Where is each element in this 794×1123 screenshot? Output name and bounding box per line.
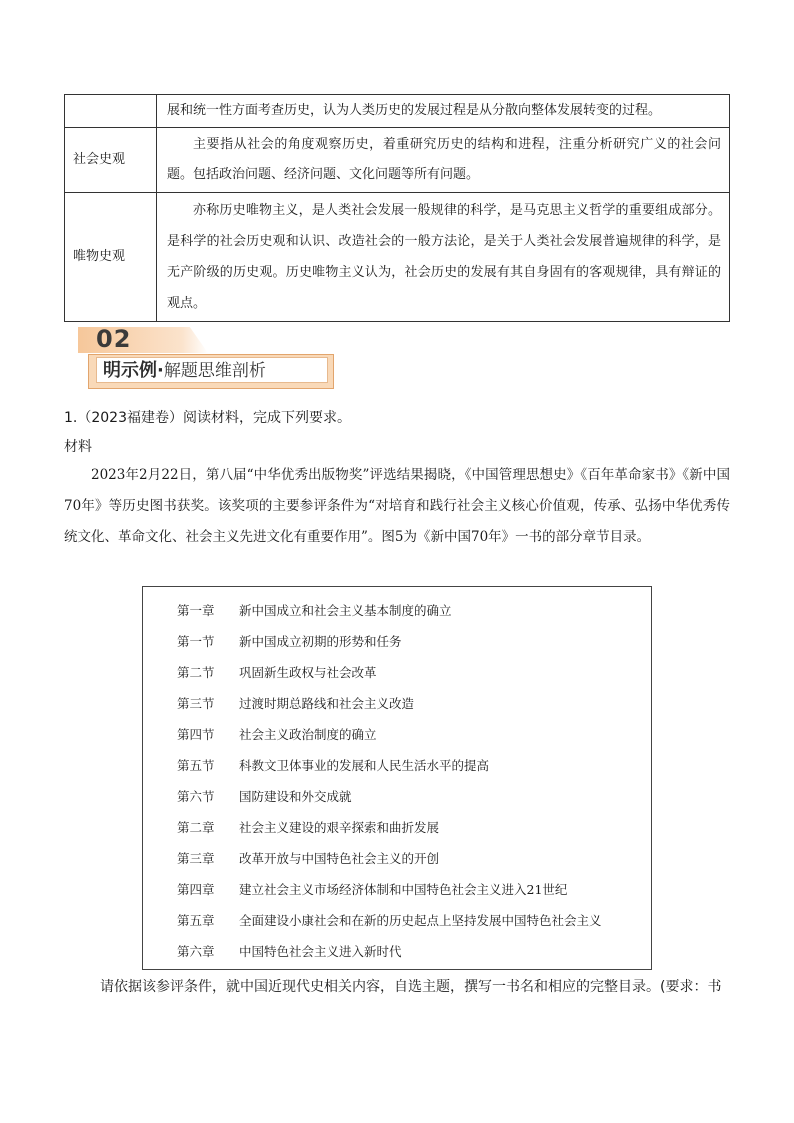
section-title [96, 357, 328, 383]
question-line: 1.（2023福建卷）阅读材料，完成下列要求。 [64, 410, 351, 426]
toc-item [177, 725, 377, 745]
toc-item [177, 880, 567, 900]
section-banner [78, 323, 338, 391]
toc-item [177, 694, 414, 714]
toc-label: 第五节 [177, 758, 215, 773]
toc-label: 第二节 [177, 665, 215, 680]
toc-item [177, 911, 602, 931]
toc-title: 新中国成立初期的形势和任务 [239, 634, 402, 649]
toc-item [177, 849, 439, 869]
toc-label: 第四章 [177, 882, 215, 897]
toc-label: 第六节 [177, 789, 215, 804]
description-cell: 主要指从社会的角度观察历史，着重研究历史的结构和进程，注重分析研究广义的社会问题。包括政治问题、经济问题、文化问题等所有问题。 [157, 128, 730, 193]
toc-item [177, 632, 402, 652]
material-label: 材料 [64, 439, 92, 455]
concept-table [64, 94, 730, 322]
toc-label: 第六章 [177, 944, 215, 959]
toc-title: 中国特色社会主义进入新时代 [239, 944, 402, 959]
toc-title: 全面建设小康社会和在新的历史起点上坚持发展中国特色社会主义 [239, 913, 602, 928]
toc-title: 国防建设和外交成就 [239, 789, 352, 804]
toc-title: 社会主义建设的艰辛探索和曲折发展 [239, 820, 440, 835]
section-title-sub: 解题思维剖析 [163, 361, 266, 381]
toc-label: 第五章 [177, 913, 215, 928]
section-number: 02 [96, 325, 132, 353]
section-title-main: 明示例 [103, 360, 157, 381]
toc-item [177, 601, 452, 621]
toc-title: 新中国成立和社会主义基本制度的确立 [239, 603, 452, 618]
toc-title: 社会主义政治制度的确立 [239, 727, 377, 742]
table-row [65, 128, 730, 193]
toc-title: 建立社会主义市场经济体制和中国特色社会主义进入21世纪 [239, 882, 568, 897]
term-cell: 社会史观 [65, 128, 157, 193]
toc-title: 改革开放与中国特色社会主义的开创 [239, 851, 440, 866]
table-row [65, 95, 730, 128]
table-row [65, 193, 730, 322]
toc-item [177, 756, 489, 776]
material-paragraph [64, 460, 730, 553]
description-cell: 展和统一性方面考查历史，认为人类历史的发展过程是从分散向整体发展转变的过程。 [157, 95, 730, 128]
section-title-dot: · [157, 360, 164, 381]
toc-label: 第三节 [177, 696, 215, 711]
toc-label: 第四节 [177, 727, 215, 742]
toc-label: 第二章 [177, 820, 215, 835]
toc-title: 巩固新生政权与社会改革 [239, 665, 377, 680]
toc-item [177, 787, 352, 807]
toc-label: 第一节 [177, 634, 215, 649]
material-text: 2023年2月22日，第八届“中华优秀出版物奖”评选结果揭晓，《中国管理思想史》《百年革命家书》《新中国70年》等历史图书获奖。该奖项的主要参评条件为“对培育和践行社会主义核心价值观，传承、弘扬中华优秀传统文化、革命文化、社会主义先进文化有重要作用”。图5为《新中国70年》一书的部分章节目录。 [64, 467, 730, 545]
toc-title: 科教文卫体事业的发展和人民生活水平的提高 [239, 758, 490, 773]
term-cell [65, 95, 157, 128]
question-prompt: 请依据该参评条件，就中国近现代史相关内容，自选主题，撰写一书名和相应的完整目录。(要求：书 [100, 979, 722, 995]
toc-item [177, 663, 377, 683]
toc-label: 第三章 [177, 851, 215, 866]
term-cell: 唯物史观 [65, 193, 157, 322]
toc-title: 过渡时期总路线和社会主义改造 [239, 696, 415, 711]
table-of-contents [142, 586, 652, 970]
description-cell: 亦称历史唯物主义，是人类社会发展一般规律的科学，是马克思主义哲学的重要组成部分。是科学的社会历史观和认识、改造社会的一般方法论，是关于人类社会发展普遍规律的科学，是无产阶级的历史观。历史唯物主义认为，社会历史的发展有其自身固有的客观规律，具有辩证的观点。 [157, 193, 730, 322]
toc-item [177, 818, 439, 838]
toc-label: 第一章 [177, 603, 215, 618]
toc-item [177, 942, 402, 962]
